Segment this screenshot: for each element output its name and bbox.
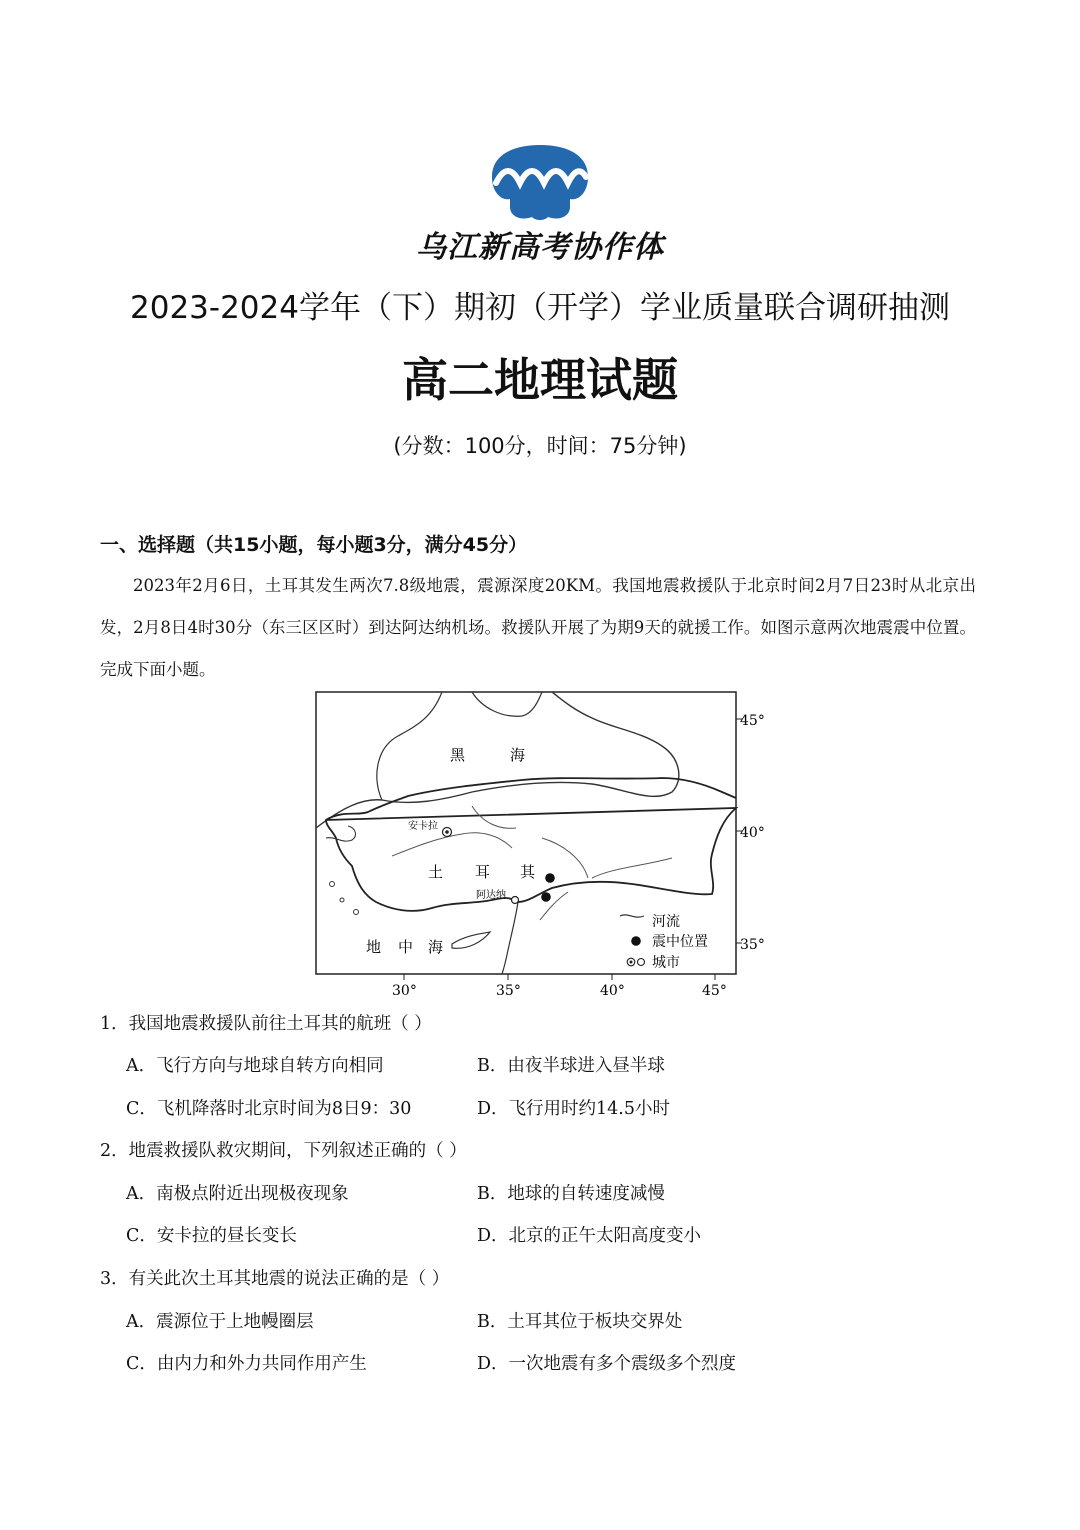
lon-tick-45: 45° (702, 983, 727, 999)
legend-city-symbol (638, 959, 645, 966)
question-2-option-d[interactable]: D．北京的正午太阳高度变小 (477, 1226, 702, 1246)
question-1-option-c[interactable]: C．飞机降落时北京时间为8日9：30 (126, 1099, 412, 1119)
question-3-option-d[interactable]: D．一次地震有多个震级多个烈度 (477, 1354, 737, 1374)
turkey-map (312, 688, 782, 1000)
exam-title: 2023-2024学年（下）期初（开学）学业质量联合调研抽测 (130, 290, 950, 326)
lon-tick-35: 35° (496, 983, 521, 999)
lat-tick-45: 45° (740, 713, 765, 729)
sea-label-black-1: 黑 (450, 746, 466, 764)
question-1-option-a[interactable]: A．飞行方向与地球自转方向相同 (126, 1056, 384, 1076)
country-label-3: 其 (520, 863, 536, 881)
legend-epicenter-label: 震中位置 (652, 934, 708, 950)
legend-city-label: 城市 (652, 955, 680, 971)
lat-tick-40: 40° (740, 825, 765, 841)
country-label-2: 耳 (475, 863, 491, 881)
question-1-option-d[interactable]: D．飞行用时约14.5小时 (477, 1099, 670, 1119)
subject-title: 高二地理试题 (402, 353, 678, 407)
epicenter-marker-2 (541, 892, 551, 902)
legend-river-label: 河流 (652, 914, 680, 930)
question-2-option-a[interactable]: A．南极点附近出现极夜现象 (126, 1184, 349, 1204)
sea-label-med-3: 海 (428, 938, 444, 956)
question-passage: 2023年2月6日，土耳其发生两次7.8级地震，震源深度20KM。我国地震救援队于北京时间2月7日23时从北京出发，2月8日4时30分（东三区区时）到达阿达纳机场。救援队开展了为期9天的就援工作。如图示意两次地震震中位置。完成下面小题。 (100, 576, 976, 679)
lat-tick-35: 35° (740, 937, 765, 953)
section-heading: 一、选择题（共15小题，每小题3分，满分45分） (100, 534, 528, 556)
question-3-stem: 3．有关此次土耳其地震的说法正确的是（ ） (100, 1269, 450, 1289)
question-1-stem: 1．我国地震救援队前往土耳其的航班（ ） (100, 1014, 432, 1034)
epicenter-marker-1 (545, 873, 555, 883)
question-1-option-b[interactable]: B．由夜半球进入昼半球 (477, 1056, 665, 1076)
question-3-option-a[interactable]: A．震源位于上地幔圈层 (126, 1312, 314, 1332)
question-2-stem: 2．地震救援队救灾期间，下列叙述正确的（ ） (100, 1141, 467, 1161)
sea-label-med-1: 地 (366, 938, 382, 956)
city-label-adana: 阿达纳 (476, 890, 506, 901)
city-marker-adana (512, 897, 519, 904)
legend-epicenter-symbol (631, 936, 641, 946)
score-time: (分数：100分，时间：75分钟) (393, 434, 687, 458)
country-label-1: 土 (428, 863, 444, 881)
lon-tick-30: 30° (392, 983, 417, 999)
city-label-ankara: 安卡拉 (408, 821, 438, 832)
question-3-option-c[interactable]: C．由内力和外力共同作用产生 (126, 1354, 367, 1374)
lon-tick-40: 40° (600, 983, 625, 999)
sea-label-black-2: 海 (510, 746, 526, 764)
sea-label-med-2: 中 (398, 938, 414, 956)
question-3-option-b[interactable]: B．土耳其位于板块交界处 (477, 1312, 683, 1332)
wujiang-logo-icon (486, 143, 594, 223)
question-2-option-b[interactable]: B．地球的自转速度减慢 (477, 1184, 665, 1204)
question-2-option-c[interactable]: C．安卡拉的昼长变长 (126, 1226, 297, 1246)
org-name: 乌江新高考协作体 (416, 230, 664, 265)
